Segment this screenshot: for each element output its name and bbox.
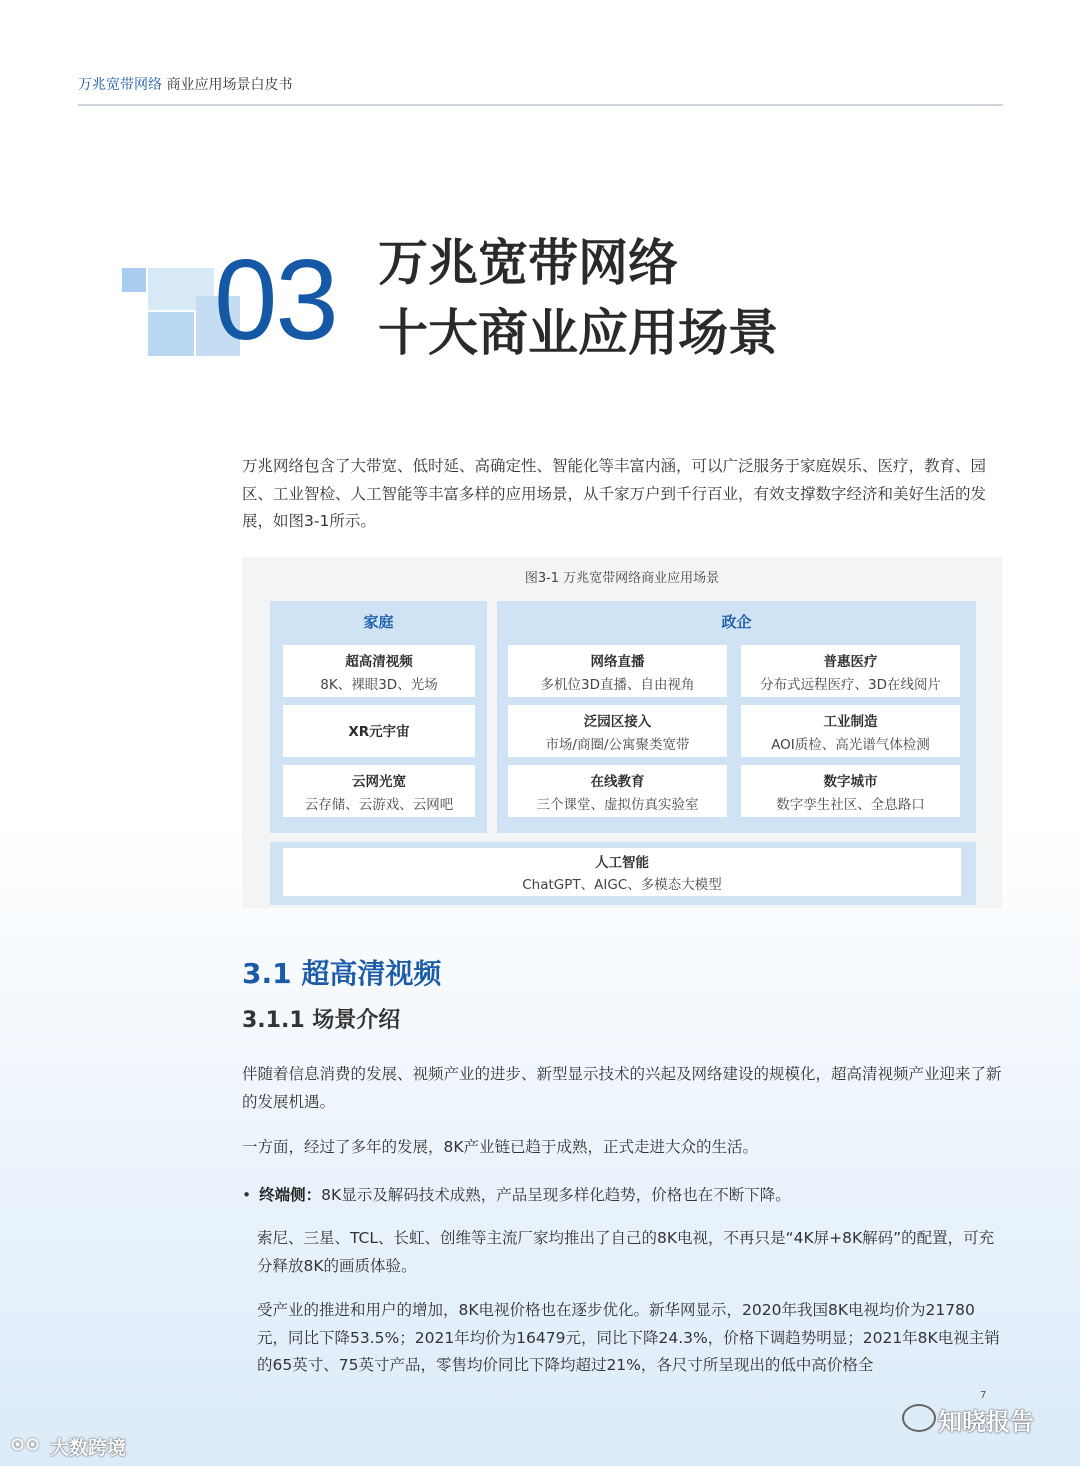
panel-home-title: 家庭: [363, 613, 394, 631]
body-paragraph-3: 索尼、三星、TCL、长虹、创维等主流厂家均推出了自己的8K电视，不再只是“4K屏+8K解码”的配置，可充分释放8K的画质体验。: [257, 1229, 995, 1275]
card-title: XR元宇宙: [348, 724, 410, 740]
card-title: 云网光宽: [352, 774, 406, 790]
page-number: 7: [980, 1390, 987, 1401]
chapter-title: [378, 228, 778, 368]
panel-enterprise: [497, 601, 976, 833]
body-paragraph-1: 伴随着信息消费的发展、视频产业的进步、新型显示技术的兴起及网络建设的规模化，超高清视频产业迎来了新的发展机遇。: [242, 1065, 1002, 1111]
card-ai: [283, 848, 961, 896]
card-campus-access: [508, 705, 727, 757]
body-paragraph-2: 一方面，经过了多年的发展，8K产业链已趋于成熟，正式走进大众的生活。: [242, 1138, 759, 1156]
card-healthcare: [741, 645, 960, 697]
bullet-item: [242, 1182, 791, 1210]
card-online-education: [508, 765, 727, 817]
card-subtitle: 云存储、云游戏、云网吧: [304, 797, 454, 813]
panel-enterprise-title: 政企: [721, 613, 752, 631]
card-title: 人工智能: [595, 855, 649, 871]
bullet-dot: •: [242, 1186, 252, 1204]
watermark-left: 大数跨境: [50, 1437, 127, 1459]
section-heading: 3.1 超高清视频: [242, 957, 442, 990]
card-title: 普惠医疗: [823, 654, 878, 670]
card-subtitle: ChatGPT、AIGC、多模态大模型: [522, 877, 722, 893]
card-subtitle: 市场/商圈/公寓聚类宽带: [545, 737, 690, 753]
card-subtitle: 多机位3D直播、自由视角: [540, 677, 695, 693]
card-title: 数字城市: [823, 774, 878, 790]
subsection-heading: 3.1.1 场景介绍: [242, 1008, 401, 1033]
card-title: 泛园区接入: [583, 714, 652, 730]
watermark-right: 知晓报告: [938, 1408, 1034, 1436]
header-rest: 商业应用场景白皮书: [162, 77, 293, 93]
card-live-streaming: [508, 645, 727, 697]
chapter-title-line2: 十大商业应用场景: [378, 304, 778, 362]
panel-ai: [270, 842, 976, 905]
bullet-label: 终端侧：: [259, 1186, 322, 1204]
card-cloud-broadband: [283, 765, 475, 817]
card-title: 工业制造: [823, 714, 878, 730]
running-header: [78, 74, 292, 94]
figure-caption: 图3-1 万兆宽带网络商业应用场景: [524, 571, 720, 586]
intro-paragraph: 万兆网络包含了大带宽、低时延、高确定性、智能化等丰富内涵，可以广泛服务于家庭娱乐、医疗，教育、园区、工业智检、人工智能等丰富多样的应用场景，从千家万户到千行百业，有效支撑数字经济和美好生活的发展，如图3-1所示。: [242, 457, 987, 530]
card-subtitle: 8K、裸眼3D、光场: [320, 677, 438, 693]
card-uhd-video: [283, 645, 475, 697]
watermark-logo-icon: ⊙⊙: [10, 1434, 41, 1455]
card-digital-city: [741, 765, 960, 817]
card-title: 网络直播: [590, 654, 645, 670]
header-accent: 万兆宽带网络: [78, 77, 162, 93]
card-subtitle: AOI质检、高光谱气体检测: [771, 737, 930, 753]
chapter-title-line1: 万兆宽带网络: [378, 234, 678, 292]
figure-3-1: [242, 557, 1002, 908]
card-subtitle: 数字孪生社区、全息路口: [776, 797, 925, 813]
card-subtitle: 三个课堂、虚拟仿真实验室: [536, 797, 699, 813]
header-divider: [78, 104, 1003, 106]
card-xr-metaverse: [283, 705, 475, 757]
card-subtitle: 分布式远程医疗、3D在线阅片: [760, 677, 941, 693]
card-industrial-manufacturing: [741, 705, 960, 757]
bullet-text: 8K显示及解码技术成熟，产品呈现多样化趋势，价格也在不断下降。: [321, 1186, 791, 1204]
card-title: 超高清视频: [345, 654, 413, 670]
wechat-icon: [902, 1404, 936, 1432]
card-title: 在线教育: [590, 774, 645, 790]
body-paragraph-4: 受产业的推进和用户的增加，8K电视价格也在逐步优化。新华网显示，2020年我国8K电视均价为21780元，同比下降53.5%；2021年均价为16479元，同比下降24.3%，价格下调趋势明显；2021年8K电视主销的65英寸、75英寸产品，零售均价同比下降均超过21%，各尺寸所呈现出的低中高价格全: [257, 1301, 1000, 1374]
chapter-number: 03: [214, 237, 337, 364]
panel-home: [270, 601, 487, 833]
